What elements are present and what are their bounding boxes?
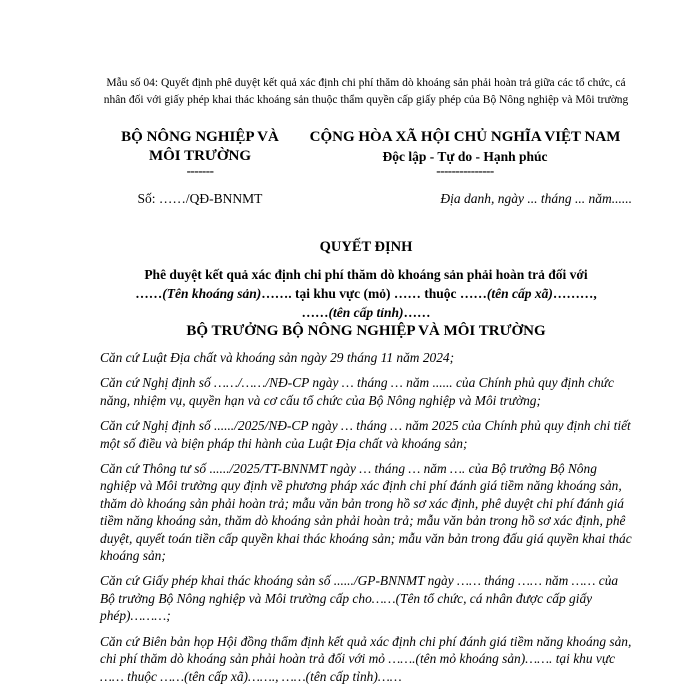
republic-motto: Độc lập - Tự do - Hạnh phúc bbox=[382, 149, 548, 164]
legal-basis-paragraph: Căn cứ Luật Địa chất và khoáng sản ngày 29 tháng 11 năm 2024; bbox=[100, 350, 455, 365]
legal-basis-paragraph: Căn cứ Nghị định số ……/……/NĐ-CP ngày … tháng … năm ...... của Chính phủ quy định chức năng, nhiệm vụ, quyền hạn và cơ cấu tổ chức của Bộ Nông nghiệp và Môi trường; bbox=[100, 375, 614, 408]
agency-rule: ------- bbox=[186, 163, 214, 178]
subject-text: …… bbox=[403, 305, 431, 320]
republic-rule: --------------- bbox=[436, 163, 494, 178]
subject-line-1: Phê duyệt kết quả xác định chi phí thăm dò khoáng sản phải hoàn trả đối với bbox=[144, 267, 588, 282]
subject-placeholder: (tên cấp tỉnh) bbox=[328, 305, 404, 320]
subject-text: ……. tại khu vực (mỏ) …… thuộc …… bbox=[261, 286, 487, 301]
legal-bases bbox=[100, 349, 632, 693]
legal-basis-paragraph: Căn cứ Giấy phép khai thác khoáng sản số ....../GP-BNNMT ngày …… tháng …… năm …… của Bộ trưởng Bộ Nông nghiệp và Môi trường cấp cho……(Tên tổ chức, cá nhân được cấp giấy phép)………; bbox=[100, 573, 619, 624]
subject-text: …… bbox=[301, 305, 329, 320]
decision-title: QUYẾT ĐỊNH bbox=[319, 239, 413, 255]
form-title: Mẫu số 04: Quyết định phê duyệt kết quả xác định chi phí thăm dò khoáng sản phải hoàn trả giữa các tổ chức, cá nhân đối với giấy phép khai thác khoáng sản thuộc thẩm quyền cấp giấy phép của Bộ Nông nghiệp và Môi trường bbox=[103, 77, 629, 106]
legal-basis-paragraph: Căn cứ Nghị định số ....../2025/NĐ-CP ngày … tháng … năm 2025 của Chính phủ quy định chi tiết một số điều và biện pháp thi hành của Luật Địa chất và khoáng sản; bbox=[100, 418, 631, 451]
agency-name-line2: MÔI TRƯỜNG bbox=[148, 148, 252, 164]
place-date: Địa danh, ngày ... tháng ... năm...... bbox=[440, 191, 632, 206]
legal-basis-paragraph: Căn cứ Biên bản họp Hội đồng thẩm định kết quả xác định chi phí đánh giá tiềm năng khoáng sản, chi phí thăm dò khoáng sản phải hoàn trả đối với mỏ …….(tên mỏ khoáng sản)……. tại khu vực …… thuộc ……(tên cấp xã)……., ……(tên cấp tỉnh)…… bbox=[100, 633, 632, 684]
minister-heading: BỘ TRƯỞNG BỘ NÔNG NGHIỆP VÀ MÔI TRƯỜNG bbox=[186, 323, 546, 339]
subject-placeholder: (Tên khoáng sản) bbox=[162, 286, 262, 301]
subject-line-2 bbox=[100, 284, 632, 303]
legal-basis-paragraph: Căn cứ Thông tư số ....../2025/TT-BNNMT ngày … tháng … năm …. của Bộ trưởng Bộ Nông nghiệp và Môi trường quy định về phương pháp xác định chi phí đánh giá tiềm năng khoáng sản, thăm dò khoáng sản phải hoàn trả; mẫu văn bản trong hồ sơ xác định, phê duyệt chi phí đánh giá tiềm năng khoáng sản, thăm dò khoáng sản phải hoàn trả; mẫu văn bản trong hồ sơ xác định, phê duyệt, quyết toán tiền cấp quyền khai thác khoáng sản; mẫu văn bản trong đấu giá quyền khai thác khoáng sản; bbox=[100, 461, 632, 564]
subject-text: ………, bbox=[552, 286, 597, 301]
agency-header bbox=[100, 128, 300, 176]
republic-header bbox=[300, 128, 630, 176]
document-number: Số: ……/QĐ-BNNMT bbox=[137, 191, 263, 206]
republic-name: CỘNG HÒA XÃ HỘI CHỦ NGHĨA VIỆT NAM bbox=[309, 129, 621, 145]
subject-line-3 bbox=[100, 303, 632, 322]
subject-text: …… bbox=[135, 286, 163, 301]
decision-subject bbox=[100, 265, 632, 322]
subject-placeholder: (tên cấp xã) bbox=[486, 286, 553, 301]
agency-name-line1: BỘ NÔNG NGHIỆP VÀ bbox=[121, 129, 279, 145]
